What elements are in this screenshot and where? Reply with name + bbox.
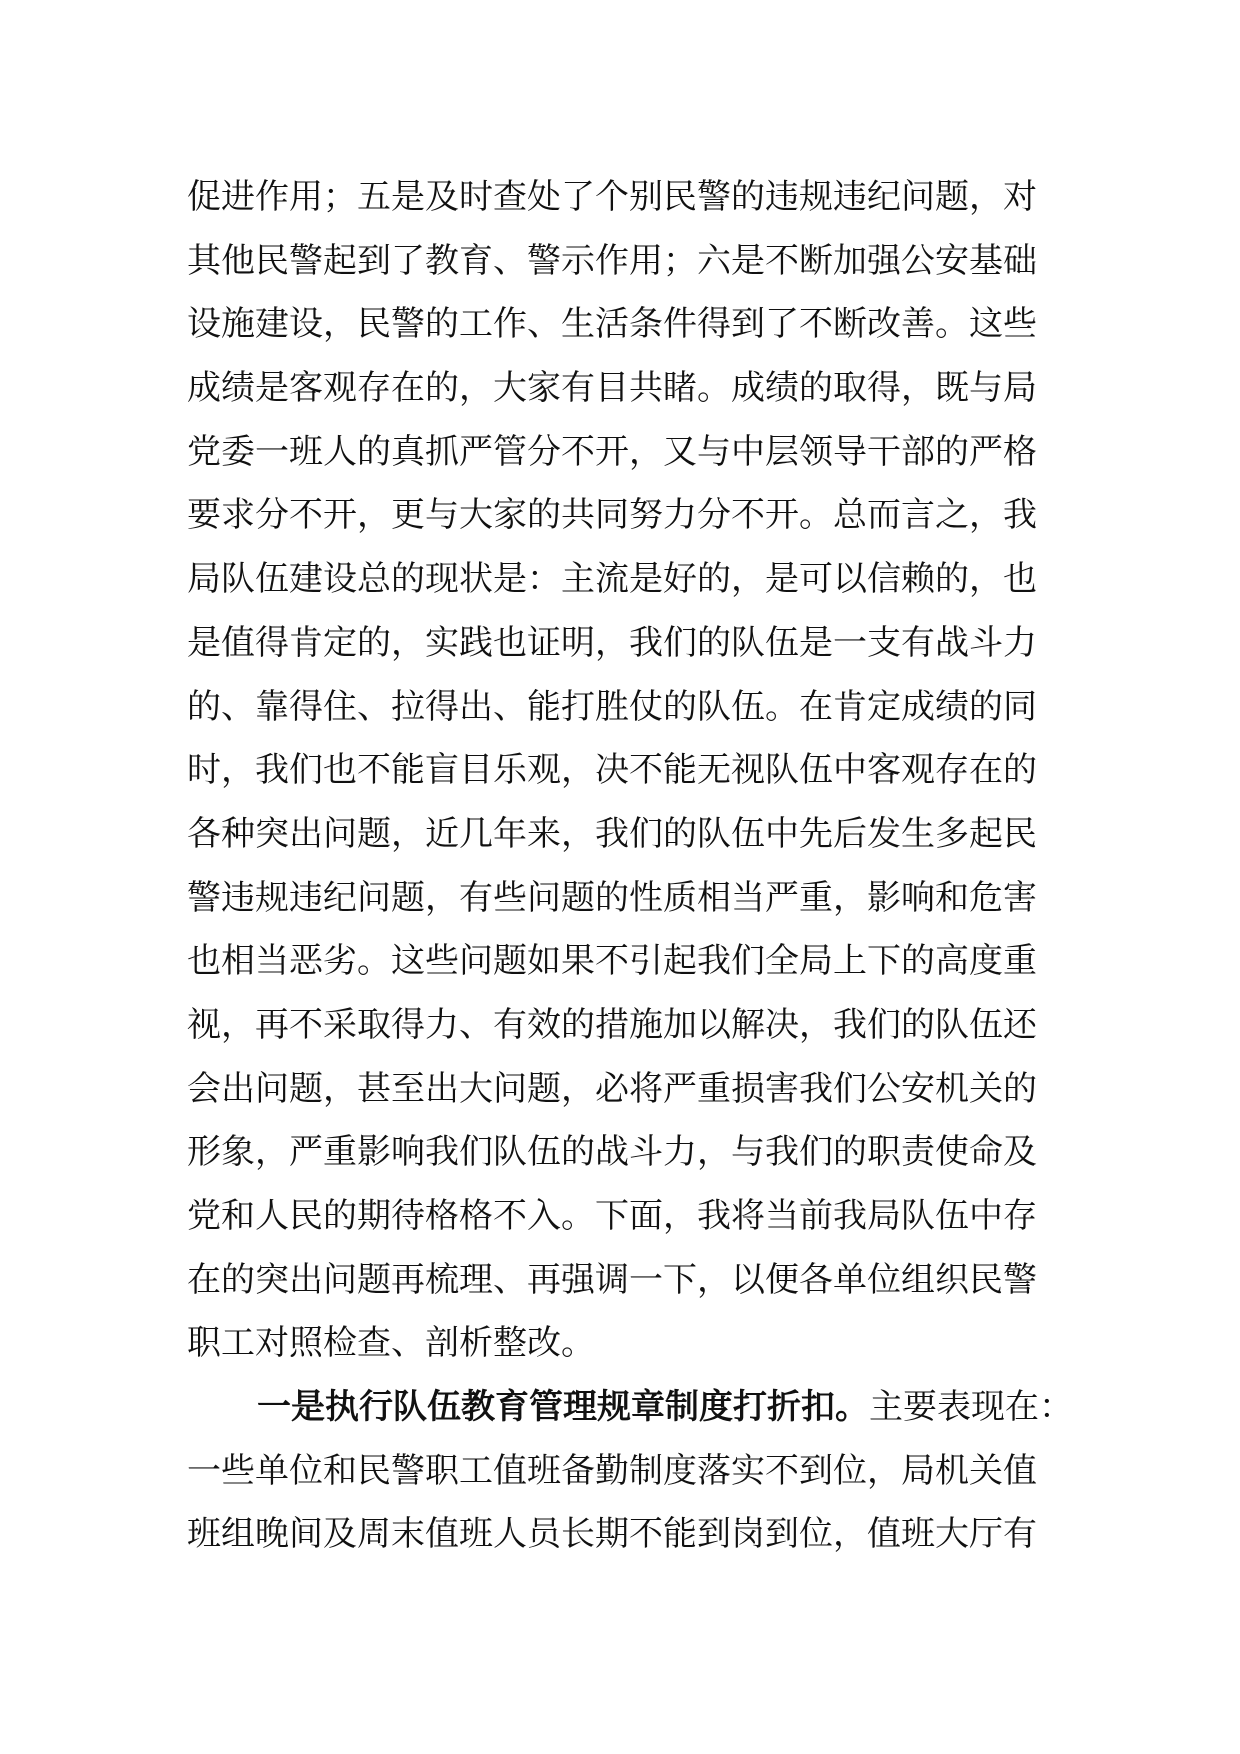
paragraph-line: 局队伍建设总的现状是：主流是好的，是可以信赖的，也 [187, 559, 1037, 600]
paragraph-line: 会出问题，甚至出大问题，必将严重损害我们公安机关的 [187, 1068, 1037, 1109]
paragraph-line: 警违规违纪问题，有些问题的性质相当严重，影响和危害 [187, 877, 1037, 918]
paragraph-line: 一些单位和民警职工值班备勤制度落实不到位，局机关值 [187, 1450, 1037, 1491]
paragraph-line: 形象，严重影响我们队伍的战斗力，与我们的职责使命及 [187, 1132, 1037, 1173]
paragraph-line: 在的突出问题再梳理、再强调一下，以便各单位组织民警 [187, 1259, 1037, 1300]
section-heading: 一是执行队伍教育管理规章制度打折扣。 [257, 1387, 869, 1428]
paragraph-line: 视，再不采取得力、有效的措施加以解决，我们的队伍还 [187, 1004, 1037, 1045]
paragraph-line: 职工对照检查、剖析整改。 [187, 1323, 595, 1364]
paragraph-line: 是值得肯定的，实践也证明，我们的队伍是一支有战斗力 [187, 622, 1037, 663]
paragraph-line: 党委一班人的真抓严管分不开，又与中层领导干部的严格 [187, 431, 1037, 472]
document-body [187, 166, 1073, 1567]
paragraph-line: 要求分不开，更与大家的共同努力分不开。总而言之，我 [187, 495, 1037, 536]
paragraph-line: 各种突出问题，近几年来，我们的队伍中先后发生多起民 [187, 813, 1037, 854]
paragraph-line: 班组晚间及周末值班人员长期不能到岗到位，值班大厅有 [187, 1514, 1037, 1555]
paragraph-line: 时，我们也不能盲目乐观，决不能无视队伍中客观存在的 [187, 750, 1037, 791]
paragraph-line: 也相当恶劣。这些问题如果不引起我们全局上下的高度重 [187, 941, 1037, 982]
paragraph-line: 党和人民的期待格格不入。下面，我将当前我局队伍中存 [187, 1196, 1037, 1236]
paragraph-line: 的、靠得住、拉得出、能打胜仗的队伍。在肯定成绩的同 [187, 686, 1037, 727]
paragraph-line: 促进作用；五是及时查处了个别民警的违规违纪问题，对 [187, 177, 1037, 217]
paragraph-line: 设施建设，民警的工作、生活条件得到了不断改善。这些 [187, 304, 1037, 345]
paragraph-line: 其他民警起到了教育、警示作用；六是不断加强公安基础 [187, 240, 1037, 281]
paragraph-line: 成绩是客观存在的，大家有目共睹。成绩的取得，既与局 [187, 368, 1037, 409]
section-intro-text: 主要表现在： [869, 1387, 1073, 1428]
section-heading-line [187, 1376, 1073, 1440]
